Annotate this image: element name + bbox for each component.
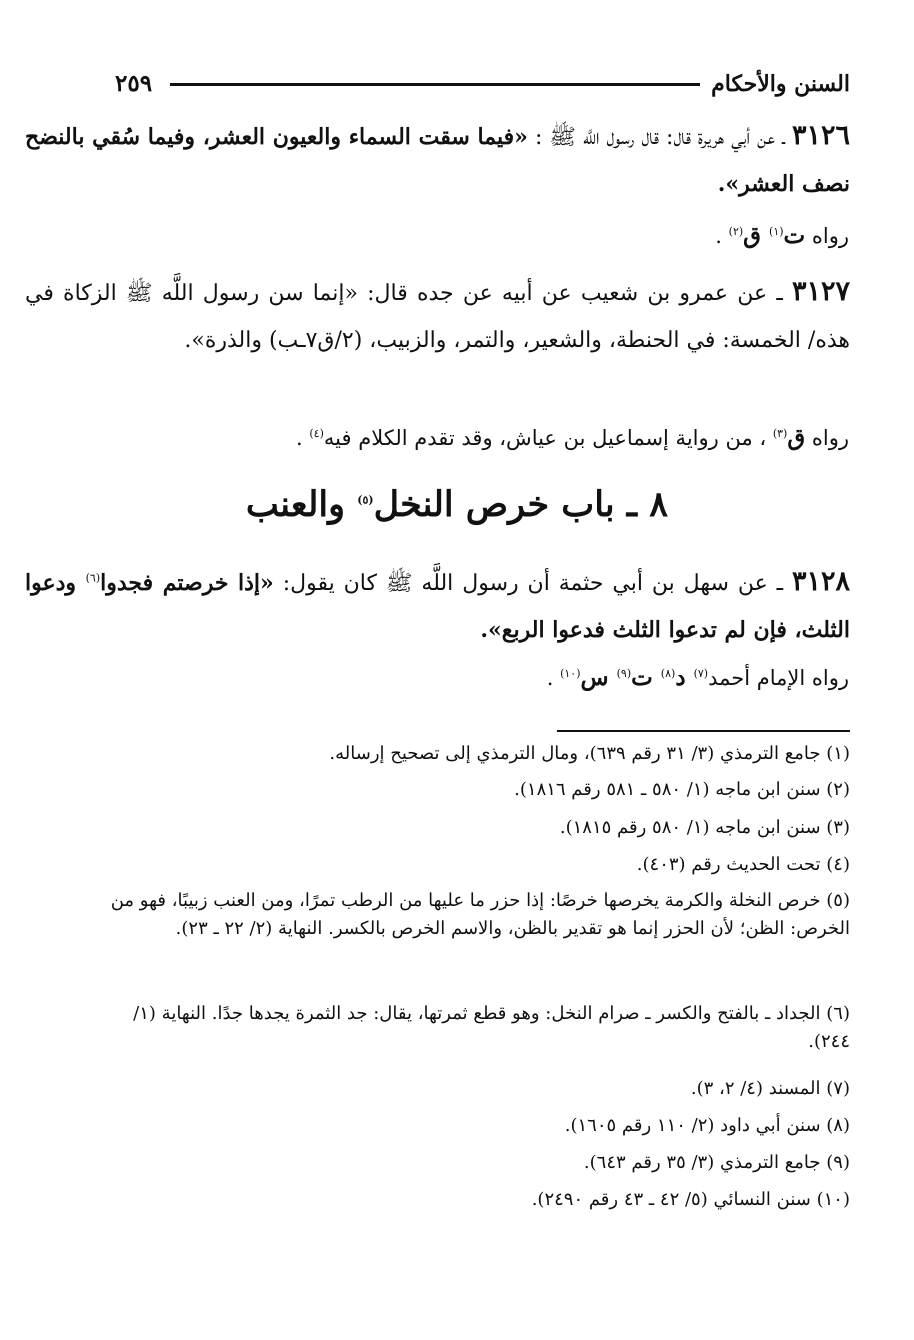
narration-3126 bbox=[715, 220, 849, 252]
narration-3127 bbox=[296, 422, 849, 454]
page-number: ٢٥٩ bbox=[115, 70, 153, 97]
footnote-ref: (٢) bbox=[728, 225, 744, 238]
hadith-3128 bbox=[25, 558, 850, 654]
narration-end: . bbox=[296, 426, 310, 450]
hadith-number: ٣١٢٧ bbox=[791, 276, 850, 307]
chapter-title-end: والعنب bbox=[245, 484, 358, 525]
footnote-ref: (٩) bbox=[616, 667, 632, 680]
footnote-ref: (١) bbox=[769, 225, 784, 238]
chapter-title: ٨ ـ باب خرص النخل bbox=[373, 484, 669, 525]
hadith-intro: ـ عن سهل بن أبي حثمة أن رسول اللَّه ﷺ كان يقول: bbox=[273, 571, 792, 596]
hadith-3127 bbox=[25, 268, 850, 364]
running-title: السنن والأحكام bbox=[711, 71, 850, 97]
source-abbrev: ت bbox=[783, 222, 806, 249]
source-abbrev: ق bbox=[787, 424, 806, 451]
footnote-2: (٢) سنن ابن ماجه (١/ ٥٨٠ ـ ٥٨١ رقم ١٨١٦). bbox=[514, 779, 850, 800]
source-abbrev: د bbox=[675, 664, 694, 691]
hadith-quote: «إذا خرصتم فجدوا bbox=[100, 570, 274, 596]
running-header bbox=[115, 68, 850, 100]
hadith-text: ـ عن عمرو بن شعيب عن أبيه عن جده قال: «إنما سن رسول اللَّه ﷺ الزكاة في هذه/ الخمسة: في الحنطة، والشعير، والتمر، والزبيب، (٢/ق٧ـب) والذرة». bbox=[25, 281, 850, 353]
hadith-3126 bbox=[25, 112, 850, 208]
narration-3128 bbox=[547, 662, 849, 694]
footnote-ref: (٤) bbox=[309, 427, 324, 440]
chapter-heading bbox=[0, 482, 914, 528]
footnote-8: (٨) سنن أبي داود (٢/ ١١٠ رقم ١٦٠٥). bbox=[564, 1115, 850, 1136]
footnote-ref: (٣) bbox=[772, 427, 788, 440]
header-rule bbox=[170, 83, 700, 86]
footnote-separator bbox=[557, 730, 850, 732]
source-abbrev: س bbox=[580, 664, 617, 691]
narration-prefix: رواه الإمام أحمد bbox=[708, 666, 849, 690]
footnote-ref: (٧) bbox=[693, 667, 709, 680]
footnote-10: (١٠) سنن النسائي (٥/ ٤٢ ـ ٤٣ رقم ٢٤٩٠). bbox=[531, 1189, 850, 1210]
footnote-6: (٦) الجداد ـ بالفتح والكسر ـ صرام النخل: وهو قطع ثمرتها، يقال: جد الثمرة يجدها جدًا. النهاية (١/ ٢٤٤). bbox=[133, 1003, 850, 1052]
footnote-4: (٤) تحت الحديث رقم (٤٠٣). bbox=[636, 854, 850, 875]
hadith-number: ٣١٢٨ bbox=[792, 566, 851, 597]
narration-text: ، من رواية إسماعيل بن عياش، وقد تقدم الكلام فيه bbox=[323, 426, 773, 450]
narration-end: . bbox=[715, 224, 729, 248]
narration-prefix: رواه bbox=[805, 224, 849, 248]
hadith-quote-end: ودعوا الثلث، فإن لم تدعوا الثلث فدعوا الربع». bbox=[25, 570, 850, 643]
footnote-3: (٣) سنن ابن ماجه (١/ ٥٨٠ رقم ١٨١٥). bbox=[559, 817, 850, 838]
footnote-ref: (١٠) bbox=[560, 667, 581, 680]
hadith-quote: «فيما سقت السماء والعيون العشر، وفيما سُقي بالنضح نصف العشر». bbox=[25, 124, 850, 197]
source-abbrev: ق bbox=[743, 222, 770, 249]
footnote-5: (٥) خرص النخلة والكرمة يخرصها خرصًا: إذا حزر ما عليها من الرطب تمرًا، ومن العنب زبيبًا، فهو من الخرص: الظن؛ لأن الحزر إنما هو تقدير بالظن، والاسم الخرص بالكسر. النهاية (٢/ ٢٢ ـ ٢٣). bbox=[110, 890, 850, 939]
footnote-ref: (٦) bbox=[85, 571, 101, 585]
footnote-ref: (٨) bbox=[660, 667, 676, 680]
source-abbrev: ت bbox=[631, 664, 661, 691]
footnote-7: (٧) المسند (٤/ ٢، ٣). bbox=[690, 1078, 850, 1099]
hadith-number: ٣١٢٦ bbox=[791, 120, 850, 151]
narration-end: . bbox=[546, 666, 561, 690]
footnote-ref: (٥) bbox=[357, 493, 374, 507]
hadith-intro: ـ عن أبي هريرة قال: قال رسول اللَّه ﷺ : bbox=[527, 125, 792, 150]
footnote-9: (٩) جامع الترمذي (٣/ ٣٥ رقم ٦٤٣). bbox=[583, 1152, 850, 1173]
footnote-1: (١) جامع الترمذي (٣/ ٣١ رقم ٦٣٩)، ومال الترمذي إلى تصحيح إرساله. bbox=[329, 743, 850, 764]
narration-prefix: رواه bbox=[805, 426, 849, 450]
